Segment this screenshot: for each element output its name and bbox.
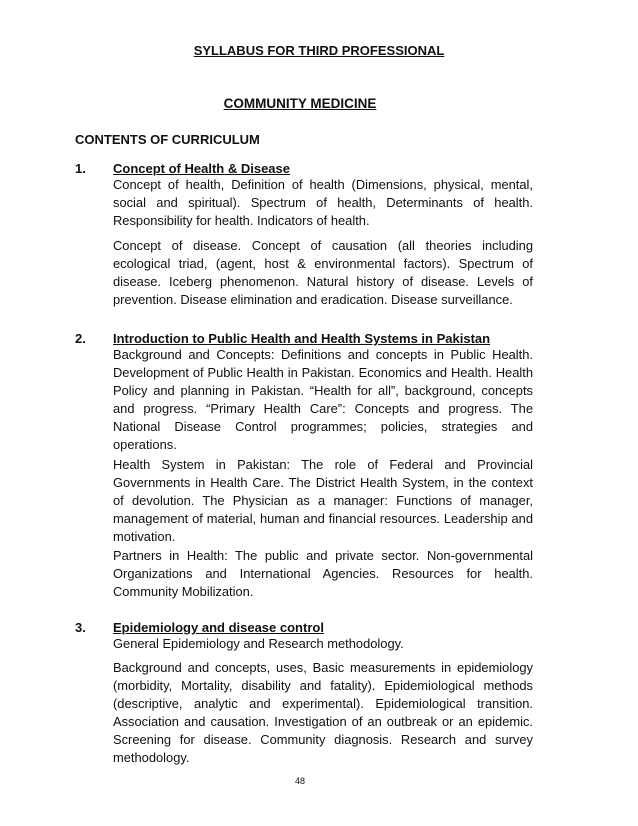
paragraph: Background and Concepts: Definitions and concepts in Public Health. Development of Public Health in Pakistan. Economics and Health. Health Policy and planning in Pakistan. “Health for all”, background, concepts and progress. “Primary Health Care”: Concepts and progress. The National Disease Control programmes; policies, strategies and operations. — [113, 347, 533, 452]
subject-title: COMMUNITY MEDICINE — [223, 96, 377, 111]
section-heading: Introduction to Public Health and Health Systems in Pakistan — [113, 331, 491, 346]
contents-heading: CONTENTS OF CURRICULUM — [75, 132, 260, 147]
section-number: 3. — [75, 620, 86, 635]
section-number: 2. — [75, 331, 86, 346]
page-number: 48 — [294, 776, 305, 786]
paragraph: Concept of health, Definition of health (Dimensions, physical, mental, social and spiritual). Spectrum of health, Determinants of health. Responsibility for health. Indicators of health. — [113, 177, 533, 228]
section-number: 1. — [75, 161, 86, 176]
paragraph: Concept of disease. Concept of causation (all theories including ecological triad, (agent, host & environmental factors). Spectrum of disease. Iceberg phenomenon. Natural history of disease. Levels of prevention. Disease elimination and eradication. Disease surveillance. — [113, 238, 533, 307]
section-heading: Concept of Health & Disease — [113, 161, 290, 176]
paragraph: General Epidemiology and Research methodology. — [113, 636, 404, 651]
paragraph: Health System in Pakistan: The role of Federal and Provincial Governments in Health Care. The District Health System, in the context of devolution. The Physician as a manager: Functions of manager, management of material, human and financial resources. Leadership and motivation. — [113, 457, 533, 544]
paragraph: Partners in Health: The public and private sector. Non-governmental Organizations and International Agencies. Resources for health. Community Mobilization. — [113, 548, 533, 599]
document-title: SYLLABUS FOR THIRD PROFESSIONAL — [193, 43, 445, 58]
paragraph: Background and concepts, uses, Basic measurements in epidemiology (morbidity, Mortality, disability and fatality). Epidemiological methods (descriptive, analytic and experimental). Epidemiological transition. Association and causation. Investigation of an outbreak or an epidemic. Screening for disease. Community diagnosis. Research and survey methodology. — [113, 660, 533, 765]
section-heading: Epidemiology and disease control — [113, 620, 324, 635]
